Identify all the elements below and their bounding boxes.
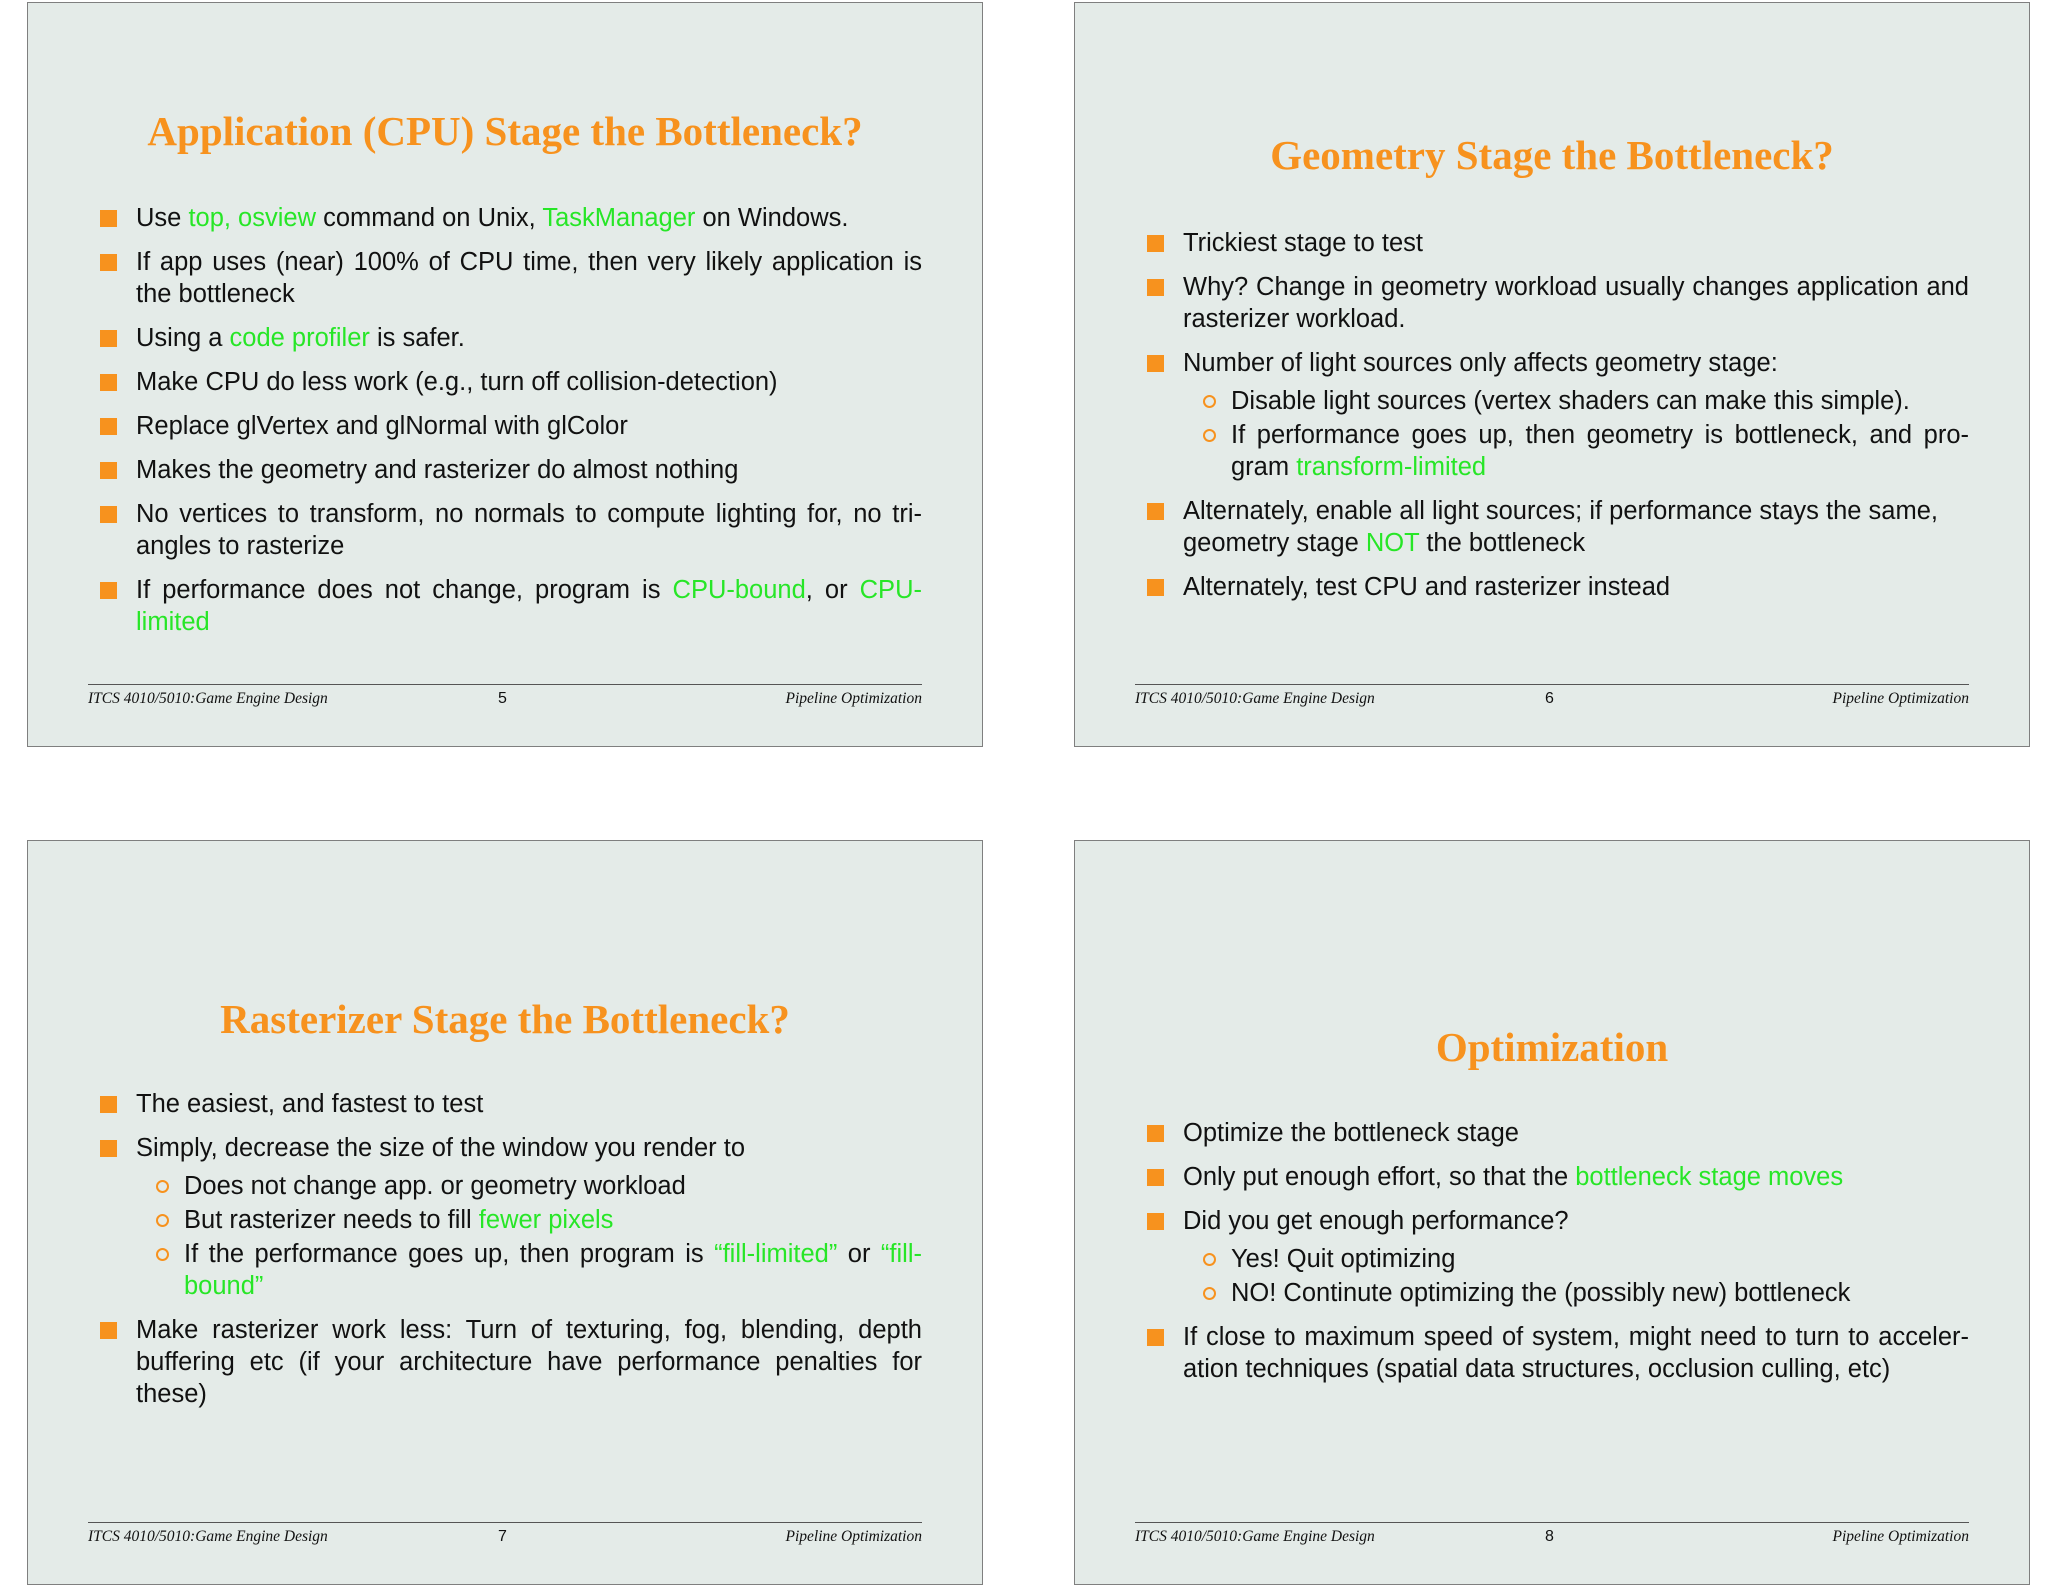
footer-course: ITCS 4010/5010:Game Engine Design [88,690,328,707]
bullet-item: If close to maximum speed of system, might need to turn to acceler-ation techniques (spatial data structures, occlusion culling, etc) [1147,1321,1969,1385]
square-bullet-icon [1147,1169,1164,1186]
footer-course: ITCS 4010/5010:Game Engine Design [88,1528,328,1545]
footer-divider [88,684,922,685]
bullet-item: If app uses (near) 100% of CPU time, then very likely application is the bottleneck [100,246,922,310]
square-bullet-icon [1147,355,1164,372]
slide-number: 8 [1545,1528,1554,1545]
footer-topic: Pipeline Optimization [1832,690,1969,707]
bullet-item: Using a code profiler is safer. [100,322,922,354]
slide-title: Rasterizer Stage the Bottleneck? [220,996,790,1042]
square-bullet-icon [1147,279,1164,296]
sub-bullet-item: Does not change app. or geometry workload [100,1170,922,1202]
slide-5 [27,2,983,747]
slide-8 [1074,840,2030,1585]
square-bullet-icon [100,506,117,523]
circle-bullet-icon [156,1248,169,1261]
slide-number: 7 [498,1528,507,1545]
circle-bullet-icon [1203,1287,1216,1300]
bullet-item: Alternately, test CPU and rasterizer instead [1147,571,1969,603]
bullet-item: Optimize the bottleneck stage [1147,1117,1969,1149]
slide-title: Geometry Stage the Bottleneck? [1270,132,1834,178]
bullet-item: Alternately, enable all light sources; if performance stays the same, geometry stage NOT the bottleneck [1147,495,1969,559]
circle-bullet-icon [1203,395,1216,408]
bullet-item: Did you get enough performance? [1147,1205,1969,1237]
bullet-item: Make rasterizer work less: Turn of texturing, fog, blending, depth buffering etc (if your architecture have performance penalties for these) [100,1314,922,1410]
sub-bullet-item: But rasterizer needs to fill fewer pixels [100,1204,922,1236]
footer-course: ITCS 4010/5010:Game Engine Design [1135,690,1375,707]
bullet-item: No vertices to transform, no normals to compute lighting for, no tri-angles to rasterize [100,498,922,562]
bullet-item: Use top, osview command on Unix, TaskManager on Windows. [100,202,922,234]
bullet-item: Makes the geometry and rasterizer do almost nothing [100,454,922,486]
slide-7 [27,840,983,1585]
footer-topic: Pipeline Optimization [785,690,922,707]
footer-topic: Pipeline Optimization [785,1528,922,1545]
bullet-item: Replace glVertex and glNormal with glColor [100,410,922,442]
circle-bullet-icon [156,1180,169,1193]
slide-number: 6 [1545,690,1554,707]
square-bullet-icon [100,374,117,391]
bullet-list [100,1088,922,1422]
bullet-item: Simply, decrease the size of the window you render to [100,1132,922,1164]
sub-bullet-item: If the performance goes up, then program is “fill-limited” or “fill-bound” [100,1238,922,1302]
square-bullet-icon [100,418,117,435]
square-bullet-icon [1147,1213,1164,1230]
square-bullet-icon [100,582,117,599]
bullet-item: Trickiest stage to test [1147,227,1969,259]
square-bullet-icon [100,254,117,271]
sub-bullet-item: Disable light sources (vertex shaders can make this simple). [1147,385,1969,417]
footer-divider [1135,1522,1969,1523]
slide-6 [1074,2,2030,747]
bullet-item: Only put enough effort, so that the bottleneck stage moves [1147,1161,1969,1193]
circle-bullet-icon [1203,429,1216,442]
footer-topic: Pipeline Optimization [1832,1528,1969,1545]
square-bullet-icon [1147,579,1164,596]
footer-course: ITCS 4010/5010:Game Engine Design [1135,1528,1375,1545]
footer-divider [1135,684,1969,685]
bullet-item: Make CPU do less work (e.g., turn off collision-detection) [100,366,922,398]
square-bullet-icon [100,1322,117,1339]
sub-bullet-item: Yes! Quit optimizing [1147,1243,1969,1275]
sub-bullet-item: If performance goes up, then geometry is bottleneck, and pro-gram transform-limited [1147,419,1969,483]
square-bullet-icon [100,1140,117,1157]
square-bullet-icon [1147,235,1164,252]
square-bullet-icon [1147,503,1164,520]
square-bullet-icon [100,1096,117,1113]
bullet-item: The easiest, and fastest to test [100,1088,922,1120]
bullet-item: If performance does not change, program is CPU-bound, or CPU-limited [100,574,922,638]
square-bullet-icon [1147,1125,1164,1142]
bullet-item: Number of light sources only affects geometry stage: [1147,347,1969,379]
slide-title: Application (CPU) Stage the Bottleneck? [147,108,863,154]
circle-bullet-icon [156,1214,169,1227]
square-bullet-icon [100,210,117,227]
slide-number: 5 [498,690,507,707]
slide-title: Optimization [1435,1024,1669,1070]
sub-bullet-item: NO! Continute optimizing the (possibly new) bottleneck [1147,1277,1969,1309]
square-bullet-icon [1147,1329,1164,1346]
circle-bullet-icon [1203,1253,1216,1266]
footer-divider [88,1522,922,1523]
bullet-item: Why? Change in geometry workload usually changes application and rasterizer workload. [1147,271,1969,335]
bullet-list [1147,227,1969,615]
square-bullet-icon [100,462,117,479]
bullet-list [100,202,922,650]
square-bullet-icon [100,330,117,347]
bullet-list [1147,1117,1969,1397]
